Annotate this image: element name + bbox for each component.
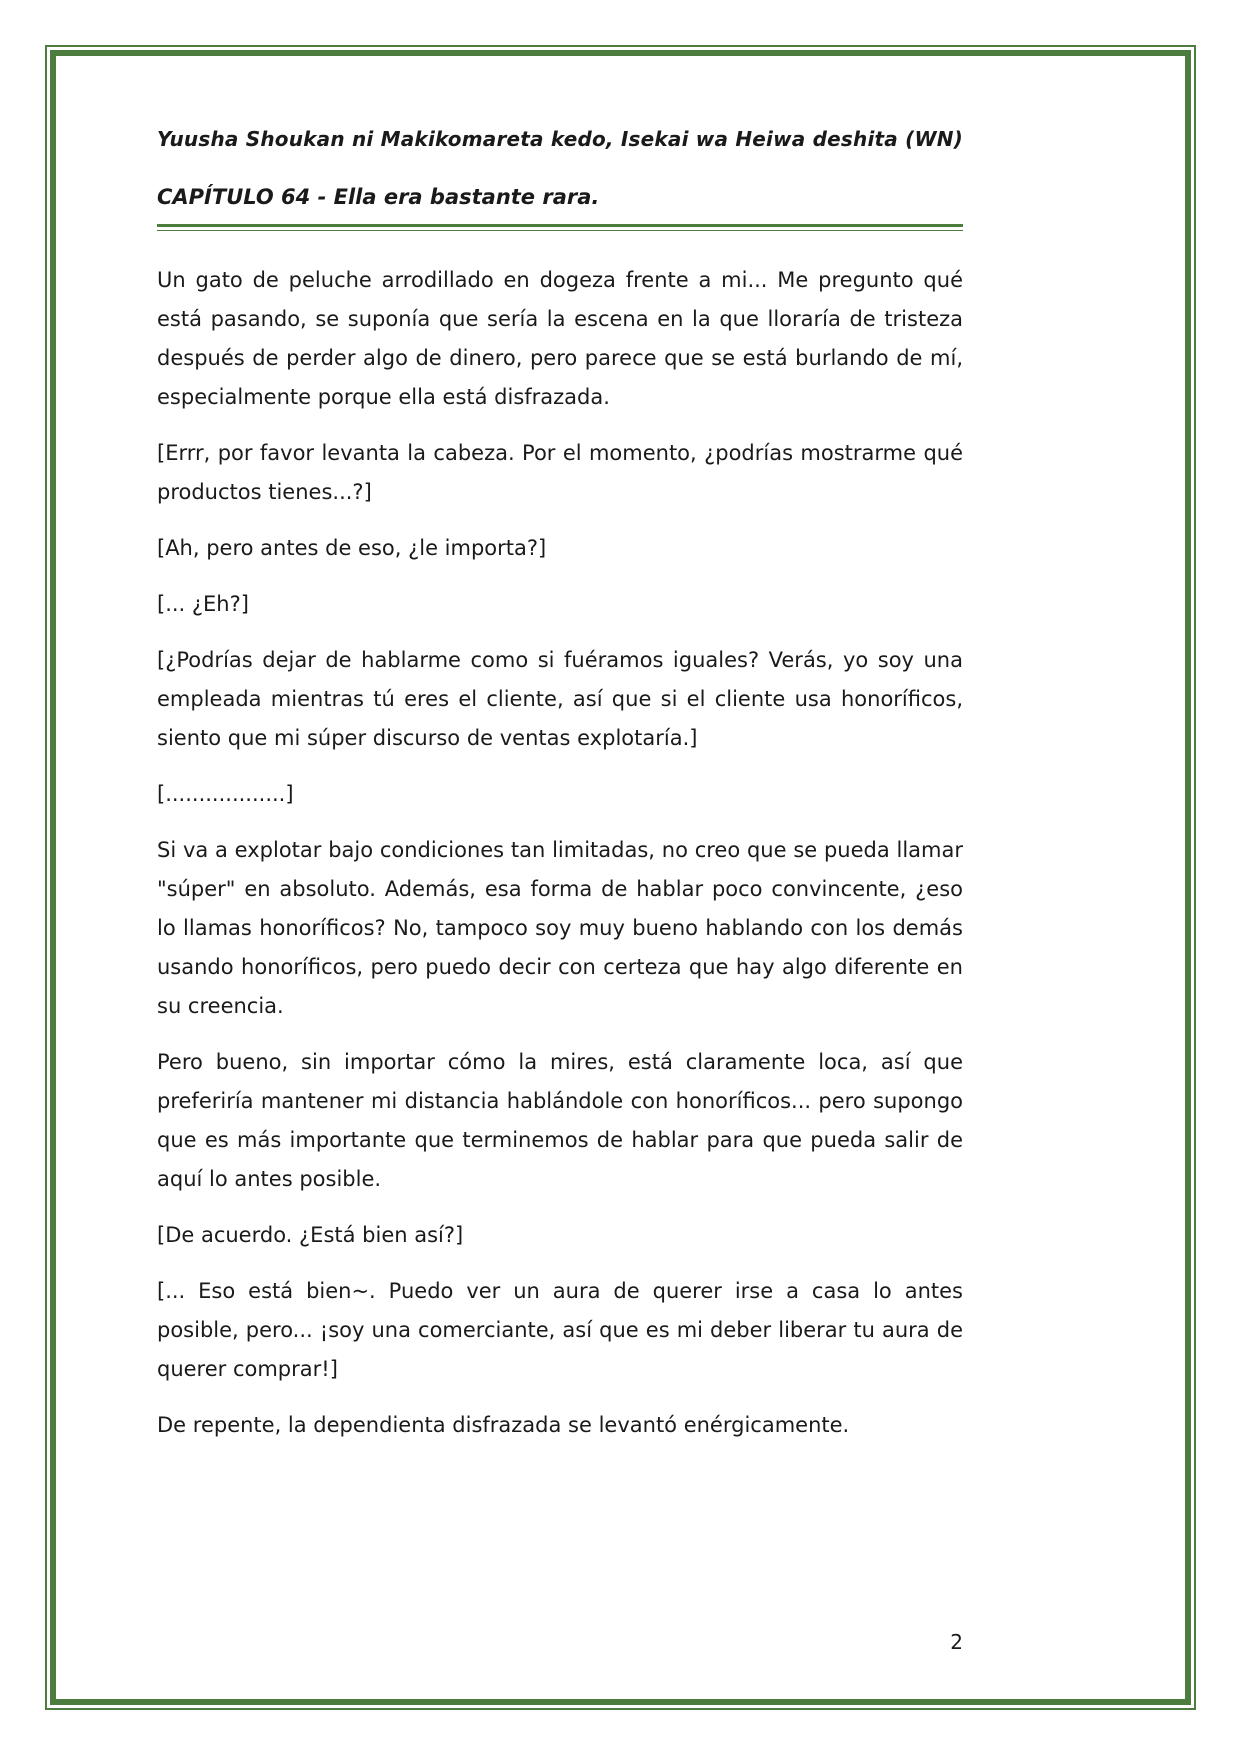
paragraph: [De acuerdo. ¿Está bien así?]: [157, 1223, 464, 1247]
paragraph: De repente, la dependienta disfrazada se levantó enérgicamente.: [157, 1413, 850, 1437]
paragraph: [Ah, pero antes de eso, ¿le importa?]: [157, 536, 547, 560]
paragraph: [... Eso está bien~. Puedo ver un aura de querer irse a casa lo antes posible, pero... ¡soy una comerciante, así que es mi deber liberar tu aura de querer comprar!]: [157, 1279, 963, 1381]
paragraph: Pero bueno, sin importar cómo la mires, está claramente loca, así que preferiría mantener mi distancia hablándole con honoríficos... pero supongo que es más importante que terminemos de hablar para que pueda salir de aquí lo antes posible.: [157, 1050, 963, 1191]
paragraph: [..................]: [157, 782, 294, 806]
heading-divider-thin-line: [157, 230, 963, 231]
paragraph: Si va a explotar bajo condiciones tan limitadas, no creo que se pueda llamar "súper" en absoluto. Además, esa forma de hablar poco convincente, ¿eso lo llamas honoríficos? No, tampoco soy muy bueno hablando con los demás usando honoríficos, pero puedo decir con certeza que hay algo diferente en su creencia.: [157, 838, 963, 1018]
page-number: [157, 1630, 963, 1654]
paragraph: Un gato de peluche arrodillado en dogeza frente a mi... Me pregunto qué está pasando, se suponía que sería la escena en la que lloraría de tristeza después de perder algo de dinero, pero parece que se está burlando de mí, especialmente porque ella está disfrazada.: [157, 268, 963, 409]
chapter-heading: CAPÍTULO 64 - Ella era bastante rara.: [157, 185, 600, 209]
paragraph: [Errr, por favor levanta la cabeza. Por el momento, ¿podrías mostrarme qué productos tienes...?]: [157, 441, 963, 504]
heading-divider: [157, 224, 963, 231]
document-title: Yuusha Shoukan ni Makikomareta kedo, Isekai wa Heiwa deshita (WN): [157, 127, 964, 151]
page-number-value: 2: [950, 1630, 963, 1654]
paragraph: [¿Podrías dejar de hablarme como si fuéramos iguales? Verás, yo soy una empleada mientras tú eres el cliente, así que si el cliente usa honoríficos, siento que mi súper discurso de ventas explotaría.]: [157, 648, 963, 750]
page-content: [157, 124, 963, 1462]
paragraph: [... ¿Eh?]: [157, 592, 249, 616]
